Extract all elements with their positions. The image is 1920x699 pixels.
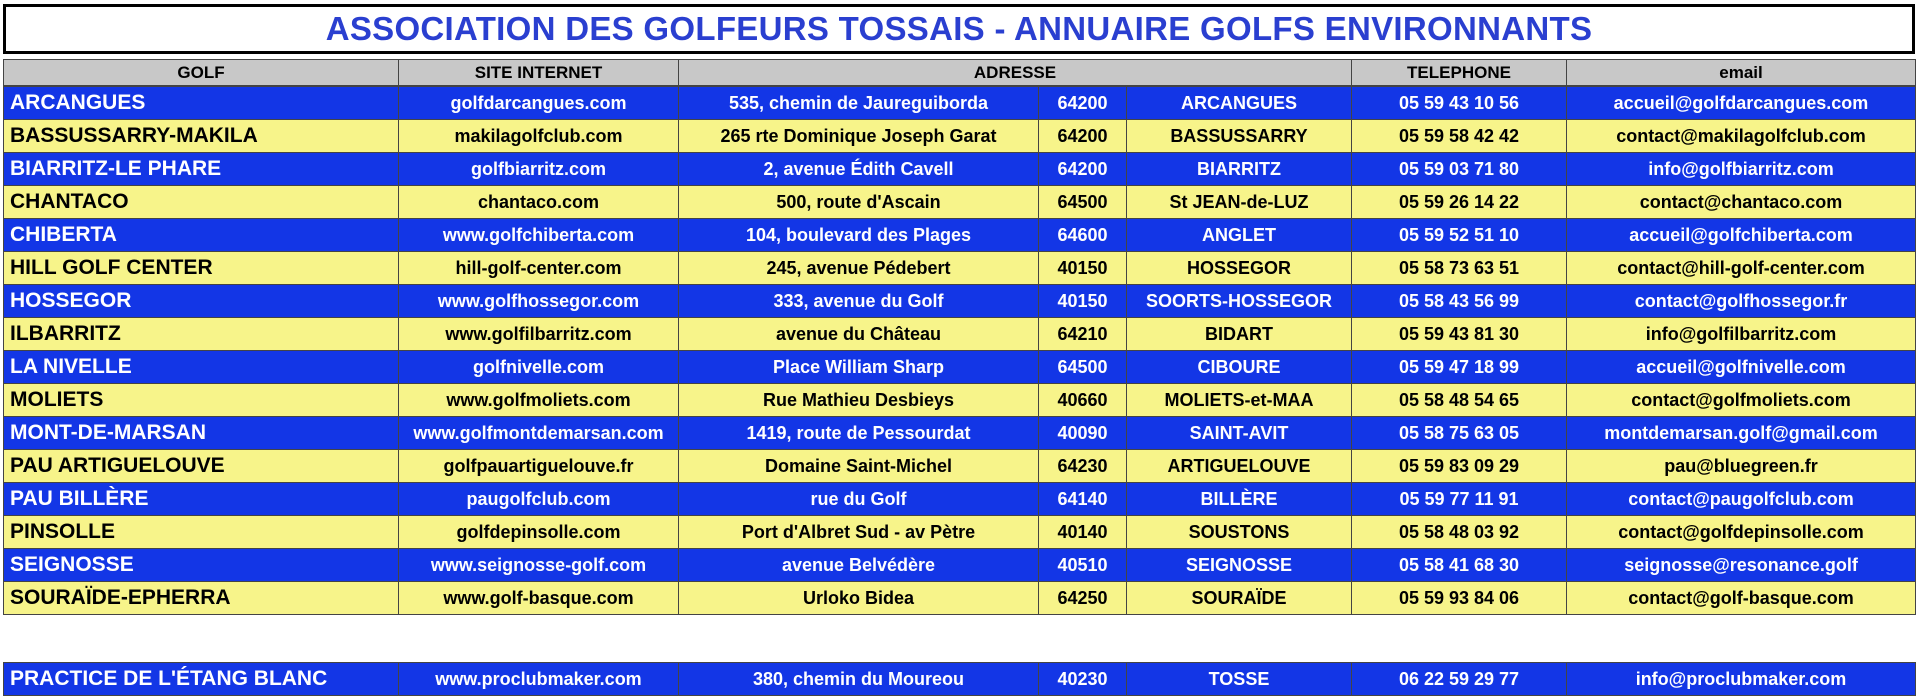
phone-number: 05 59 26 14 22 — [1352, 186, 1567, 219]
postal-code: 64140 — [1039, 483, 1127, 516]
city: ARTIGUELOUVE — [1127, 450, 1352, 483]
website-link[interactable]: chantaco.com — [399, 186, 679, 219]
street-address: Rue Mathieu Desbieys — [679, 384, 1039, 417]
city: HOSSEGOR — [1127, 252, 1352, 285]
phone-number: 06 22 59 29 77 — [1352, 663, 1567, 696]
phone-number: 05 59 03 71 80 — [1352, 153, 1567, 186]
city: CIBOURE — [1127, 351, 1352, 384]
email-link[interactable]: info@proclubmaker.com — [1567, 663, 1916, 696]
postal-code: 64250 — [1039, 582, 1127, 615]
postal-code: 40140 — [1039, 516, 1127, 549]
city: TOSSE — [1127, 663, 1352, 696]
postal-code: 64600 — [1039, 219, 1127, 252]
golf-name: BIARRITZ-LE PHARE — [4, 153, 399, 186]
street-address: rue du Golf — [679, 483, 1039, 516]
phone-number: 05 59 43 81 30 — [1352, 318, 1567, 351]
email-link[interactable]: seignosse@resonance.golf — [1567, 549, 1916, 582]
website-link[interactable]: golfnivelle.com — [399, 351, 679, 384]
golf-name: CHANTACO — [4, 186, 399, 219]
website-link[interactable]: paugolfclub.com — [399, 483, 679, 516]
postal-code: 64200 — [1039, 87, 1127, 120]
header-table — [3, 59, 1916, 86]
table-row — [4, 549, 1916, 582]
city: SOUSTONS — [1127, 516, 1352, 549]
practice-table — [3, 662, 1916, 696]
golf-name: PAU BILLÈRE — [4, 483, 399, 516]
table-row — [4, 450, 1916, 483]
email-link[interactable]: montdemarsan.golf@gmail.com — [1567, 417, 1916, 450]
table-row — [4, 186, 1916, 219]
golf-name: PINSOLLE — [4, 516, 399, 549]
table-row — [4, 120, 1916, 153]
email-link[interactable]: info@golfilbarritz.com — [1567, 318, 1916, 351]
postal-code: 64230 — [1039, 450, 1127, 483]
website-link[interactable]: www.golfmoliets.com — [399, 384, 679, 417]
golf-name: LA NIVELLE — [4, 351, 399, 384]
header-adresse: ADRESSE — [679, 60, 1352, 86]
website-link[interactable]: www.golfchiberta.com — [399, 219, 679, 252]
website-link[interactable]: www.proclubmaker.com — [399, 663, 679, 696]
email-link[interactable]: pau@bluegreen.fr — [1567, 450, 1916, 483]
email-link[interactable]: contact@paugolfclub.com — [1567, 483, 1916, 516]
page-title: ASSOCIATION DES GOLFEURS TOSSAIS - ANNUAIRE GOLFS ENVIRONNANTS — [3, 4, 1915, 54]
table-row — [4, 252, 1916, 285]
postal-code: 40090 — [1039, 417, 1127, 450]
website-link[interactable]: www.golfmontdemarsan.com — [399, 417, 679, 450]
golf-name: CHIBERTA — [4, 219, 399, 252]
header-telephone: TELEPHONE — [1352, 60, 1567, 86]
table-row — [4, 582, 1916, 615]
phone-number: 05 59 83 09 29 — [1352, 450, 1567, 483]
street-address: avenue Belvédère — [679, 549, 1039, 582]
golf-name: PRACTICE DE L'ÉTANG BLANC — [4, 663, 399, 696]
city: BIARRITZ — [1127, 153, 1352, 186]
golf-name: HILL GOLF CENTER — [4, 252, 399, 285]
phone-number: 05 58 48 54 65 — [1352, 384, 1567, 417]
postal-code: 64500 — [1039, 186, 1127, 219]
website-link[interactable]: golfdepinsolle.com — [399, 516, 679, 549]
golf-name: MONT-DE-MARSAN — [4, 417, 399, 450]
table-row — [4, 318, 1916, 351]
email-link[interactable]: contact@hill-golf-center.com — [1567, 252, 1916, 285]
street-address: 535, chemin de Jaureguiborda — [679, 87, 1039, 120]
website-link[interactable]: www.seignosse-golf.com — [399, 549, 679, 582]
golf-name: ARCANGUES — [4, 87, 399, 120]
street-address: Place William Sharp — [679, 351, 1039, 384]
email-link[interactable]: info@golfbiarritz.com — [1567, 153, 1916, 186]
postal-code: 64200 — [1039, 153, 1127, 186]
golf-name: SOURAÏDE-EPHERRA — [4, 582, 399, 615]
street-address: 104, boulevard des Plages — [679, 219, 1039, 252]
phone-number: 05 59 47 18 99 — [1352, 351, 1567, 384]
city: St JEAN-de-LUZ — [1127, 186, 1352, 219]
golf-name: HOSSEGOR — [4, 285, 399, 318]
phone-number: 05 58 73 63 51 — [1352, 252, 1567, 285]
postal-code: 40510 — [1039, 549, 1127, 582]
phone-number: 05 59 43 10 56 — [1352, 87, 1567, 120]
email-link[interactable]: accueil@golfnivelle.com — [1567, 351, 1916, 384]
phone-number: 05 58 48 03 92 — [1352, 516, 1567, 549]
email-link[interactable]: accueil@golfchiberta.com — [1567, 219, 1916, 252]
golf-name: SEIGNOSSE — [4, 549, 399, 582]
phone-number: 05 59 52 51 10 — [1352, 219, 1567, 252]
city: ARCANGUES — [1127, 87, 1352, 120]
street-address: 333, avenue du Golf — [679, 285, 1039, 318]
postal-code: 40660 — [1039, 384, 1127, 417]
email-link[interactable]: contact@makilagolfclub.com — [1567, 120, 1916, 153]
golf-name: PAU ARTIGUELOUVE — [4, 450, 399, 483]
website-link[interactable]: golfdarcangues.com — [399, 87, 679, 120]
city: BASSUSSARRY — [1127, 120, 1352, 153]
email-link[interactable]: contact@golf-basque.com — [1567, 582, 1916, 615]
table-row — [4, 516, 1916, 549]
city: ANGLET — [1127, 219, 1352, 252]
golf-name: MOLIETS — [4, 384, 399, 417]
city: SEIGNOSSE — [1127, 549, 1352, 582]
street-address: 265 rte Dominique Joseph Garat — [679, 120, 1039, 153]
postal-code: 40150 — [1039, 252, 1127, 285]
city: BILLÈRE — [1127, 483, 1352, 516]
table-row — [4, 417, 1916, 450]
golf-name: BASSUSSARRY-MAKILA — [4, 120, 399, 153]
postal-code: 64200 — [1039, 120, 1127, 153]
street-address: Port d'Albret Sud - av Pètre — [679, 516, 1039, 549]
table-row — [4, 153, 1916, 186]
phone-number: 05 58 43 56 99 — [1352, 285, 1567, 318]
website-link[interactable]: makilagolfclub.com — [399, 120, 679, 153]
email-link[interactable]: contact@golfmoliets.com — [1567, 384, 1916, 417]
header-row — [4, 60, 1916, 86]
street-address: 380, chemin du Moureou — [679, 663, 1039, 696]
street-address: Urloko Bidea — [679, 582, 1039, 615]
email-link[interactable]: contact@chantaco.com — [1567, 186, 1916, 219]
table-row — [4, 483, 1916, 516]
golf-name: ILBARRITZ — [4, 318, 399, 351]
postal-code: 64500 — [1039, 351, 1127, 384]
street-address: 500, route d'Ascain — [679, 186, 1039, 219]
city: BIDART — [1127, 318, 1352, 351]
table-row — [4, 219, 1916, 252]
email-link[interactable]: accueil@golfdarcangues.com — [1567, 87, 1916, 120]
street-address: 245, avenue Pédebert — [679, 252, 1039, 285]
table-row — [4, 384, 1916, 417]
street-address: 1419, route de Pessourdat — [679, 417, 1039, 450]
phone-number: 05 59 58 42 42 — [1352, 120, 1567, 153]
postal-code: 64210 — [1039, 318, 1127, 351]
phone-number: 05 59 77 11 91 — [1352, 483, 1567, 516]
table-row — [4, 351, 1916, 384]
table-row — [4, 87, 1916, 120]
header-site: SITE INTERNET — [399, 60, 679, 86]
golf-directory-table — [3, 86, 1916, 615]
postal-code: 40150 — [1039, 285, 1127, 318]
table-row — [4, 285, 1916, 318]
city: SOORTS-HOSSEGOR — [1127, 285, 1352, 318]
website-link[interactable]: www.golf-basque.com — [399, 582, 679, 615]
website-link[interactable]: golfpauartiguelouve.fr — [399, 450, 679, 483]
street-address: avenue du Château — [679, 318, 1039, 351]
phone-number: 05 58 41 68 30 — [1352, 549, 1567, 582]
city: SOURAÏDE — [1127, 582, 1352, 615]
phone-number: 05 58 75 63 05 — [1352, 417, 1567, 450]
street-address: 2, avenue Édith Cavell — [679, 153, 1039, 186]
practice-row — [4, 663, 1916, 696]
street-address: Domaine Saint-Michel — [679, 450, 1039, 483]
website-link[interactable]: www.golfhossegor.com — [399, 285, 679, 318]
website-link[interactable]: golfbiarritz.com — [399, 153, 679, 186]
website-link[interactable]: hill-golf-center.com — [399, 252, 679, 285]
email-link[interactable]: contact@golfhossegor.fr — [1567, 285, 1916, 318]
city: MOLIETS-et-MAA — [1127, 384, 1352, 417]
header-email: email — [1567, 60, 1916, 86]
email-link[interactable]: contact@golfdepinsolle.com — [1567, 516, 1916, 549]
phone-number: 05 59 93 84 06 — [1352, 582, 1567, 615]
header-golf: GOLF — [4, 60, 399, 86]
city: SAINT-AVIT — [1127, 417, 1352, 450]
website-link[interactable]: www.golfilbarritz.com — [399, 318, 679, 351]
postal-code: 40230 — [1039, 663, 1127, 696]
